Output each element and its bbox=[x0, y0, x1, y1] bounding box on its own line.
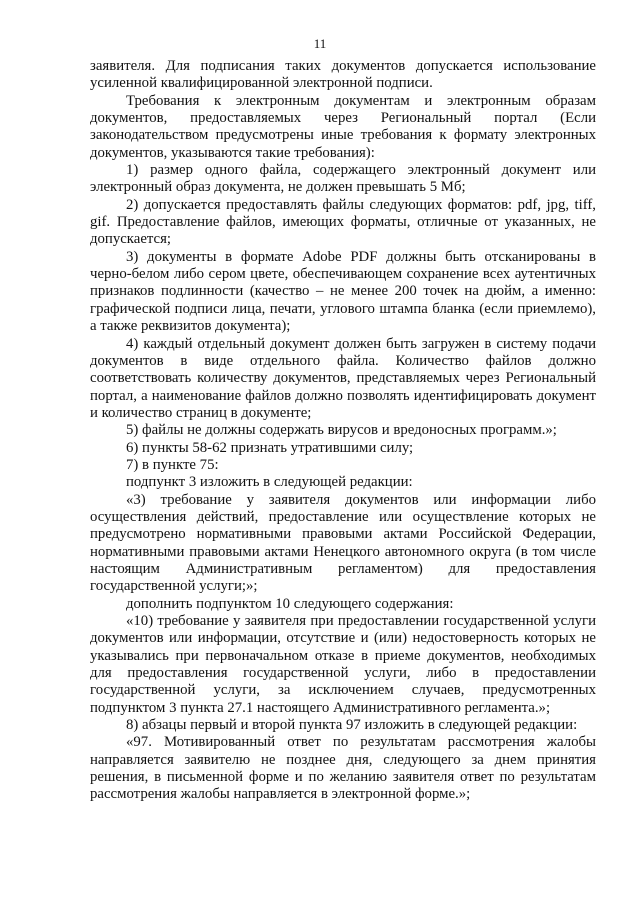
paragraph-amendment-6: 6) пункты 58-62 признать утратившими силу; bbox=[126, 439, 414, 456]
paragraph-requirements-intro: Требования к электронным документам и электронным образам документов, предоставляемых через Региональный портал (Если законодательством предусмотрены иные требования к формату электронных документов, указываются такие требования): bbox=[90, 92, 596, 161]
paragraph-item-97-text: «97. Мотивированный ответ по результатам рассмотрения жалобы направляется заявителю не позднее дня, следующего за днем принятия решения, в письменной форме и по желанию заявителя ответ по результатам рассмотрения жалобы направляется в электронной форме.»; bbox=[90, 734, 596, 803]
paragraph-item-4: 4) каждый отдельный документ должен быть загружен в систему подачи документов в виде отдельного файла. Количество файлов должно соответствовать количеству документов, представляемых через Региональный портал, а наименование файлов должно позволять идентифицировать документ и количество страниц в документе; bbox=[90, 335, 596, 421]
paragraph-item-3: 3) документы в формате Adobe PDF должны быть отсканированы в черно-белом либо сером цвете, обеспечивающем сохранение всех аутентичных признаков подлинности (качество – не менее 200 точек на дюйм, а именно: графической подписи лица, печати, углового штампа бланка (если приемлемо), а также реквизитов документа); bbox=[90, 248, 596, 335]
paragraph-subitem-3-text: «3) требование у заявителя документов или информации либо осуществления действий, предоставление или осуществление которых не предусмотрено нормативными правовыми актами Российской Федерации, нормативными правовыми актами Ненецкого автономного округа (в том числе настоящим Административным регламентом) для предоставления государственной услуги;»; bbox=[90, 491, 596, 595]
paragraph-subitem-3-intro: подпункт 3 изложить в следующей редакции: bbox=[126, 474, 413, 491]
page-number: 11 bbox=[313, 36, 327, 51]
paragraph-amendment-7: 7) в пункте 75: bbox=[126, 456, 219, 473]
paragraph-subitem-10-text: «10) требование у заявителя при предоставлении государственной услуги документов или информации, отсутствие и (или) недостоверность которых не указывались при первоначальном отказе в приеме документов, необходимых для предоставления государственной услуги, либо в предоставлении государственной услуги, за исключением случаев, предусмотренных подпунктом 3 пункта 27.1 настоящего Административного регламента.»; bbox=[90, 613, 596, 716]
paragraph-item-5: 5) файлы не должны содержать вирусов и вредоносных программ.»; bbox=[126, 422, 557, 439]
paragraph-item-1: 1) размер одного файла, содержащего электронный документ или электронный образ документа, не должен превышать 5 Мб; bbox=[90, 162, 596, 196]
document-body bbox=[90, 58, 596, 804]
paragraph-continuation: заявителя. Для подписания таких документов допускается использование усиленной квалифицированной электронной подписи. bbox=[90, 58, 596, 92]
paragraph-subitem-10-intro: дополнить подпунктом 10 следующего содержания: bbox=[126, 595, 454, 612]
paragraph-item-2: 2) допускается предоставлять файлы следующих форматов: pdf, jpg, tiff, gif. Предоставление файлов, имеющих форматы, отличные от указанных, не допускается; bbox=[90, 196, 596, 248]
paragraph-amendment-8: 8) абзацы первый и второй пункта 97 изложить в следующей редакции: bbox=[126, 717, 578, 734]
